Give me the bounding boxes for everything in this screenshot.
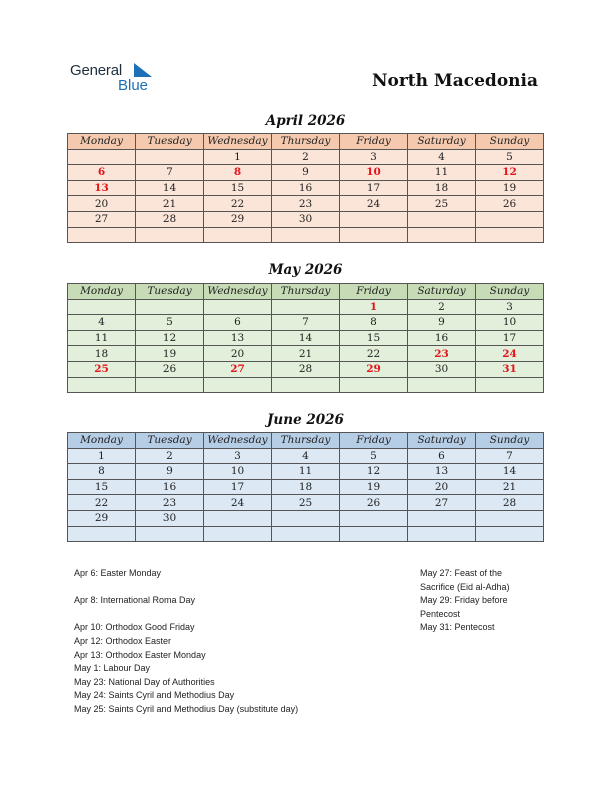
- day-cell: [68, 526, 136, 542]
- day-cell: 24: [340, 196, 408, 212]
- day-cell: 29: [68, 510, 136, 526]
- holiday-note: Sacrifice (Eid al-Adha): [420, 581, 510, 592]
- holiday-note: [74, 581, 298, 595]
- day-cell: [204, 377, 272, 393]
- day-cell: 18: [408, 180, 476, 196]
- holiday-note: Apr 10: Orthodox Good Friday: [74, 622, 195, 633]
- weekday-header-saturday: Saturday: [408, 134, 476, 150]
- week-row: [68, 180, 544, 196]
- country-title: North Macedonia: [371, 71, 538, 91]
- day-cell: 13: [408, 464, 476, 480]
- day-cell: 19: [476, 180, 544, 196]
- day-cell: 7: [136, 165, 204, 181]
- holiday-note: May 25: Saints Cyril and Methodius Day (substitute day): [74, 703, 299, 714]
- day-cell: 14: [272, 330, 340, 346]
- weekday-header-thursday: Thursday: [272, 134, 340, 150]
- day-cell: 15: [340, 330, 408, 346]
- holiday-note: Pentecost: [420, 608, 461, 619]
- day-cell: [476, 510, 544, 526]
- day-cell: 7: [272, 315, 340, 331]
- weekday-header-friday: Friday: [340, 284, 408, 300]
- day-cell: 4: [408, 149, 476, 165]
- day-cell: [476, 526, 544, 542]
- day-cell: 2: [136, 448, 204, 464]
- day-cell: [136, 299, 204, 315]
- day-cell: 22: [340, 346, 408, 362]
- holiday-note: Apr 13: Orthodox Easter Monday: [74, 649, 206, 660]
- day-cell: 15: [68, 479, 136, 495]
- day-cell: 20: [204, 346, 272, 362]
- week-row: [68, 448, 544, 464]
- day-cell: 20: [408, 479, 476, 495]
- weekday-header-sunday: Sunday: [476, 134, 544, 150]
- day-cell: 25: [272, 495, 340, 511]
- day-cell: 29: [204, 211, 272, 227]
- weekday-header-row: [68, 134, 544, 150]
- day-cell: 30: [408, 361, 476, 377]
- calendar-june: [67, 432, 544, 542]
- week-row: [68, 361, 544, 377]
- month-title-june: June 2026: [267, 412, 344, 428]
- day-cell: 20: [68, 196, 136, 212]
- day-cell: 3: [204, 448, 272, 464]
- day-cell: 9: [136, 464, 204, 480]
- week-row: [68, 165, 544, 181]
- day-cell: [272, 510, 340, 526]
- day-cell: 3: [476, 299, 544, 315]
- day-cell: 27: [204, 361, 272, 377]
- weekday-header-wednesday: Wednesday: [204, 433, 272, 449]
- holiday-note: May 23: National Day of Authorities: [74, 676, 215, 687]
- day-cell: 4: [272, 448, 340, 464]
- weekday-header-sunday: Sunday: [476, 284, 544, 300]
- logo: [70, 62, 170, 96]
- holiday-note: May 29: Friday before: [420, 595, 508, 606]
- holiday-note: [74, 608, 298, 622]
- week-row: [68, 196, 544, 212]
- day-cell: 8: [340, 315, 408, 331]
- holiday-notes-left: [74, 567, 298, 717]
- day-cell: [408, 227, 476, 243]
- weekday-header-tuesday: Tuesday: [136, 134, 204, 150]
- weekday-header-monday: Monday: [68, 433, 136, 449]
- week-row: [68, 377, 544, 393]
- day-cell: 26: [340, 495, 408, 511]
- day-cell: 9: [272, 165, 340, 181]
- holiday-note: May 27: Feast of the: [420, 568, 503, 578]
- day-cell: 5: [136, 315, 204, 331]
- day-cell: [408, 526, 476, 542]
- day-cell: 24: [204, 495, 272, 511]
- day-cell: 27: [408, 495, 476, 511]
- day-cell: 31: [476, 361, 544, 377]
- day-cell: 12: [340, 464, 408, 480]
- day-cell: 17: [204, 479, 272, 495]
- week-row: [68, 149, 544, 165]
- day-cell: 5: [340, 448, 408, 464]
- day-cell: 12: [136, 330, 204, 346]
- day-cell: 30: [136, 510, 204, 526]
- day-cell: 30: [272, 211, 340, 227]
- week-row: [68, 510, 544, 526]
- day-cell: 25: [68, 361, 136, 377]
- day-cell: [408, 377, 476, 393]
- weekday-header-friday: Friday: [340, 433, 408, 449]
- logo-blue-text: Blue: [118, 77, 149, 94]
- day-cell: 13: [68, 180, 136, 196]
- holiday-notes-right: [420, 567, 510, 635]
- day-cell: 18: [68, 346, 136, 362]
- day-cell: 23: [272, 196, 340, 212]
- day-cell: [272, 526, 340, 542]
- day-cell: 26: [136, 361, 204, 377]
- day-cell: 22: [68, 495, 136, 511]
- day-cell: 11: [272, 464, 340, 480]
- day-cell: [136, 149, 204, 165]
- week-row: [68, 299, 544, 315]
- day-cell: 16: [136, 479, 204, 495]
- holiday-note: Apr 12: Orthodox Easter: [74, 635, 172, 646]
- day-cell: 12: [476, 165, 544, 181]
- day-cell: 15: [204, 180, 272, 196]
- day-cell: 19: [136, 346, 204, 362]
- weekday-header-sunday: Sunday: [476, 433, 544, 449]
- day-cell: 18: [272, 479, 340, 495]
- day-cell: [340, 377, 408, 393]
- day-cell: [68, 299, 136, 315]
- day-cell: 4: [68, 315, 136, 331]
- day-cell: 24: [476, 346, 544, 362]
- weekday-header-thursday: Thursday: [272, 284, 340, 300]
- day-cell: [204, 510, 272, 526]
- week-row: [68, 464, 544, 480]
- day-cell: [272, 227, 340, 243]
- day-cell: [68, 377, 136, 393]
- day-cell: [340, 211, 408, 227]
- day-cell: 6: [68, 165, 136, 181]
- week-row: [68, 330, 544, 346]
- day-cell: 29: [340, 361, 408, 377]
- day-cell: 17: [340, 180, 408, 196]
- day-cell: 21: [272, 346, 340, 362]
- weekday-header-tuesday: Tuesday: [136, 284, 204, 300]
- day-cell: [272, 377, 340, 393]
- day-cell: 14: [476, 464, 544, 480]
- day-cell: 3: [340, 149, 408, 165]
- day-cell: 1: [204, 149, 272, 165]
- month-title-may: May 2026: [268, 262, 343, 278]
- day-cell: 10: [476, 315, 544, 331]
- day-cell: 8: [68, 464, 136, 480]
- day-cell: 6: [408, 448, 476, 464]
- day-cell: 26: [476, 196, 544, 212]
- day-cell: 9: [408, 315, 476, 331]
- day-cell: 10: [204, 464, 272, 480]
- day-cell: [68, 227, 136, 243]
- week-row: [68, 526, 544, 542]
- week-row: [68, 495, 544, 511]
- weekday-header-saturday: Saturday: [408, 284, 476, 300]
- weekday-header-saturday: Saturday: [408, 433, 476, 449]
- day-cell: [340, 510, 408, 526]
- weekday-header-row: [68, 433, 544, 449]
- week-row: [68, 211, 544, 227]
- day-cell: [408, 510, 476, 526]
- weekday-header-monday: Monday: [68, 284, 136, 300]
- holiday-note: May 1: Labour Day: [74, 663, 151, 674]
- day-cell: 22: [204, 196, 272, 212]
- logo-general-text: General: [70, 62, 122, 79]
- weekday-header-friday: Friday: [340, 134, 408, 150]
- month-title-april: April 2026: [265, 113, 346, 129]
- day-cell: [136, 526, 204, 542]
- day-cell: 14: [136, 180, 204, 196]
- day-cell: 7: [476, 448, 544, 464]
- day-cell: 6: [204, 315, 272, 331]
- calendar-april: [67, 133, 544, 243]
- day-cell: [340, 526, 408, 542]
- week-row: [68, 479, 544, 495]
- weekday-header-monday: Monday: [68, 134, 136, 150]
- day-cell: 1: [340, 299, 408, 315]
- weekday-header-tuesday: Tuesday: [136, 433, 204, 449]
- day-cell: 25: [408, 196, 476, 212]
- holiday-note: Apr 6: Easter Monday: [74, 568, 162, 578]
- week-row: [68, 227, 544, 243]
- day-cell: 17: [476, 330, 544, 346]
- day-cell: 2: [408, 299, 476, 315]
- day-cell: [340, 227, 408, 243]
- day-cell: 11: [68, 330, 136, 346]
- week-row: [68, 346, 544, 362]
- day-cell: 28: [476, 495, 544, 511]
- day-cell: 10: [340, 165, 408, 181]
- calendar-may: [67, 283, 544, 393]
- day-cell: [136, 377, 204, 393]
- holiday-note: May 31: Pentecost: [420, 622, 495, 633]
- day-cell: [204, 299, 272, 315]
- day-cell: 2: [272, 149, 340, 165]
- day-cell: [204, 227, 272, 243]
- holiday-note: May 24: Saints Cyril and Methodius Day: [74, 690, 235, 701]
- day-cell: 21: [136, 196, 204, 212]
- weekday-header-row: [68, 284, 544, 300]
- day-cell: [272, 299, 340, 315]
- day-cell: [408, 211, 476, 227]
- day-cell: [204, 526, 272, 542]
- day-cell: 19: [340, 479, 408, 495]
- day-cell: [476, 211, 544, 227]
- holiday-note: Apr 8: International Roma Day: [74, 595, 196, 606]
- day-cell: 28: [136, 211, 204, 227]
- day-cell: 21: [476, 479, 544, 495]
- weekday-header-wednesday: Wednesday: [204, 284, 272, 300]
- day-cell: 16: [408, 330, 476, 346]
- day-cell: [68, 149, 136, 165]
- day-cell: [136, 227, 204, 243]
- day-cell: [476, 377, 544, 393]
- day-cell: [476, 227, 544, 243]
- week-row: [68, 315, 544, 331]
- day-cell: 16: [272, 180, 340, 196]
- day-cell: 1: [68, 448, 136, 464]
- weekday-header-wednesday: Wednesday: [204, 134, 272, 150]
- day-cell: 23: [136, 495, 204, 511]
- day-cell: 27: [68, 211, 136, 227]
- day-cell: 23: [408, 346, 476, 362]
- day-cell: 11: [408, 165, 476, 181]
- day-cell: 5: [476, 149, 544, 165]
- weekday-header-thursday: Thursday: [272, 433, 340, 449]
- day-cell: 8: [204, 165, 272, 181]
- day-cell: 13: [204, 330, 272, 346]
- logo-triangle-icon: [134, 63, 154, 77]
- day-cell: 28: [272, 361, 340, 377]
